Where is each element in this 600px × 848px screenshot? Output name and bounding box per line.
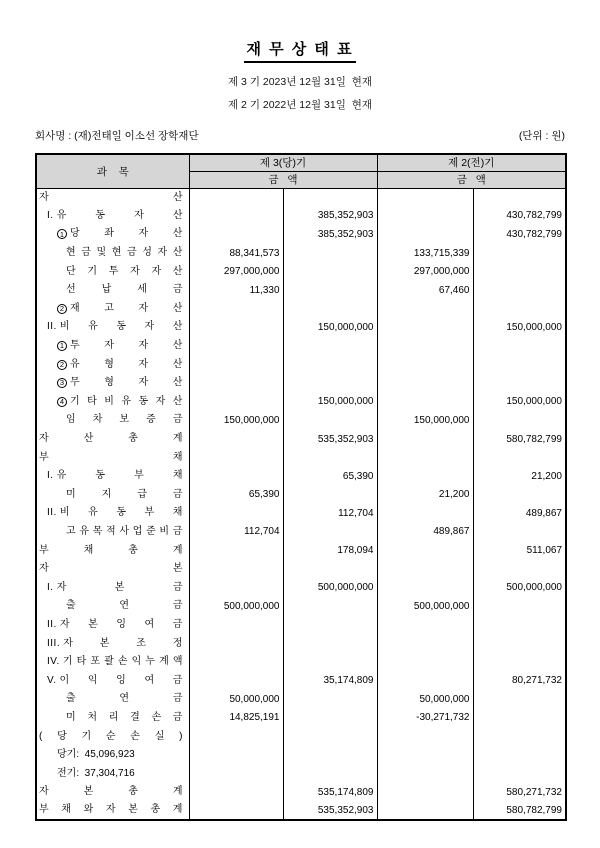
amount-current-detail: 65,390: [189, 486, 283, 505]
account-cell: [36, 318, 189, 337]
account-label: II. 자 본 잉 여 금: [47, 618, 183, 630]
account-label: 자 본: [39, 563, 183, 575]
account-cell: [36, 746, 189, 765]
roman-numeral-prefix: II.: [47, 321, 57, 333]
amount-current-total: [283, 727, 377, 746]
amount-prior-detail: [377, 430, 473, 449]
amount-prior-total: [473, 355, 566, 374]
account-cell: [36, 244, 189, 263]
amount-current-total: [283, 188, 377, 207]
account-label: I. 자 본 금: [47, 581, 183, 593]
table-row: [36, 523, 566, 542]
amount-current-total: 500,000,000: [283, 578, 377, 597]
account-cell: [36, 690, 189, 709]
amount-prior-detail: 297,000,000: [377, 262, 473, 281]
account-label: 부 채 와 자 본 총 계: [39, 804, 183, 816]
amount-current-total: 535,352,903: [283, 430, 377, 449]
account-label: 자 산: [39, 191, 183, 203]
amount-current-detail: [189, 541, 283, 560]
account-label: 출 연 금: [66, 693, 183, 705]
account-cell: [36, 523, 189, 542]
account-cell: [36, 225, 189, 244]
amount-prior-detail: [377, 448, 473, 467]
account-cell: [36, 578, 189, 597]
table-row: [36, 188, 566, 207]
amount-prior-total: [473, 597, 566, 616]
amount-prior-total: [473, 486, 566, 505]
account-label: V. 이 익 잉 여 금: [47, 674, 183, 686]
amount-prior-total: [473, 690, 566, 709]
account-label: 2 재 고 자 산: [37, 304, 189, 314]
amount-current-total: [283, 746, 377, 765]
amount-prior-total: 580,782,799: [473, 430, 566, 449]
account-cell: [36, 337, 189, 356]
circled-number: 2: [57, 304, 67, 314]
roman-numeral-prefix: II.: [47, 507, 57, 519]
column-header-period-current: 제 3(당)기: [189, 154, 377, 171]
amount-current-total: [283, 262, 377, 281]
amount-prior-detail: [377, 225, 473, 244]
table-row: [36, 783, 566, 802]
amount-current-detail: [189, 337, 283, 356]
amount-current-total: 150,000,000: [283, 318, 377, 337]
amount-prior-detail: [377, 541, 473, 560]
amount-current-total: [283, 597, 377, 616]
amount-prior-total: 150,000,000: [473, 393, 566, 412]
table-row: [36, 486, 566, 505]
amount-prior-detail: 489,867: [377, 523, 473, 542]
account-label: 현 금 및 현 금 성 자 산: [66, 247, 183, 259]
amount-prior-total: [473, 281, 566, 300]
circled-number: 2: [57, 360, 67, 370]
amount-prior-detail: 133,715,339: [377, 244, 473, 263]
table-row: [36, 262, 566, 281]
amount-prior-detail: 150,000,000: [377, 411, 473, 430]
amount-prior-total: [473, 616, 566, 635]
account-label: ( 당 기 순 손 실 ): [39, 730, 183, 742]
circled-number: 1: [57, 341, 67, 351]
amount-current-total: [283, 634, 377, 653]
amount-current-detail: [189, 504, 283, 523]
account-label: 전기: 37,304,716: [57, 767, 135, 779]
amount-prior-total: [473, 709, 566, 728]
amount-current-total: [283, 523, 377, 542]
account-label: 2 유 형 자 산: [37, 360, 189, 370]
table-row: [36, 616, 566, 635]
amount-prior-total: [473, 653, 566, 672]
amount-prior-total: [473, 374, 566, 393]
period-line-prior: 제 2 기 2022년 12월 31일 현재: [228, 99, 372, 111]
amount-current-detail: [189, 318, 283, 337]
amount-prior-detail: [377, 653, 473, 672]
account-label: 선 납 세 금: [66, 284, 183, 296]
roman-numeral-prefix: V.: [47, 674, 57, 686]
amount-current-total: 535,352,903: [283, 802, 377, 821]
account-label: 고 유 목 적 사 업 준 비 금: [66, 525, 183, 537]
amount-current-detail: [189, 783, 283, 802]
account-label: 1 당 좌 자 산: [37, 229, 189, 239]
amount-prior-total: 21,200: [473, 467, 566, 486]
amount-prior-total: [473, 244, 566, 263]
header-row-periods: [36, 154, 566, 171]
table-row: [36, 560, 566, 579]
amount-prior-total: 489,867: [473, 504, 566, 523]
amount-prior-total: [473, 727, 566, 746]
amount-prior-total: 500,000,000: [473, 578, 566, 597]
amount-prior-detail: [377, 374, 473, 393]
amount-current-detail: [189, 616, 283, 635]
account-label: 4 기 타 비 유 동 자 산: [37, 397, 189, 407]
account-cell: [36, 671, 189, 690]
amount-prior-detail: [377, 355, 473, 374]
circled-number: 1: [57, 229, 67, 239]
table-row: [36, 690, 566, 709]
table-row: [36, 244, 566, 263]
amount-prior-detail: [377, 783, 473, 802]
amount-current-total: [283, 560, 377, 579]
amount-prior-detail: 500,000,000: [377, 597, 473, 616]
account-cell: [36, 281, 189, 300]
amount-current-total: 112,704: [283, 504, 377, 523]
account-cell: [36, 634, 189, 653]
amount-current-detail: [189, 746, 283, 765]
amount-current-total: [283, 690, 377, 709]
column-header-account: 과 목: [36, 154, 189, 188]
amount-prior-total: [473, 764, 566, 783]
account-label: I. 유 동 자 산: [47, 209, 183, 221]
table-row: [36, 448, 566, 467]
amount-current-detail: [189, 393, 283, 412]
amount-current-detail: [189, 671, 283, 690]
amount-current-detail: [189, 430, 283, 449]
account-cell: [36, 783, 189, 802]
amount-current-detail: 150,000,000: [189, 411, 283, 430]
amount-prior-total: [473, 300, 566, 319]
amount-current-total: 535,174,809: [283, 783, 377, 802]
account-label: I. 유 동 부 채: [47, 470, 183, 482]
amount-current-total: [283, 653, 377, 672]
amount-prior-detail: [377, 802, 473, 821]
table-row: [36, 578, 566, 597]
account-cell: [36, 727, 189, 746]
amount-current-total: [283, 411, 377, 430]
account-label: IV. 기 타 포 괄 손 익 누 계 액: [47, 656, 183, 668]
amount-prior-detail: [377, 764, 473, 783]
amount-current-detail: [189, 560, 283, 579]
table-row: [36, 764, 566, 783]
account-cell: [36, 374, 189, 393]
amount-current-total: [283, 616, 377, 635]
account-label: II. 비 유 동 자 산: [47, 321, 183, 333]
amount-current-detail: 50,000,000: [189, 690, 283, 709]
amount-current-detail: 500,000,000: [189, 597, 283, 616]
roman-numeral-prefix: II.: [47, 618, 57, 630]
account-label: 자 산 총 계: [39, 433, 183, 445]
amount-prior-total: [473, 523, 566, 542]
amount-current-total: 35,174,809: [283, 671, 377, 690]
account-cell: [36, 411, 189, 430]
account-label: II. 비 유 동 부 채: [47, 507, 183, 519]
amount-current-total: [283, 486, 377, 505]
account-cell: [36, 262, 189, 281]
table-row: [36, 727, 566, 746]
account-label: 미 지 급 금: [66, 488, 183, 500]
amount-prior-total: 430,782,799: [473, 207, 566, 226]
balance-sheet-table: [35, 153, 567, 821]
amount-current-detail: [189, 188, 283, 207]
table-row: [36, 393, 566, 412]
amount-current-detail: [189, 653, 283, 672]
amount-current-detail: [189, 207, 283, 226]
account-label: 부 채: [39, 451, 183, 463]
amount-prior-detail: [377, 616, 473, 635]
table-row: [36, 671, 566, 690]
amount-prior-detail: [377, 560, 473, 579]
amount-prior-detail: 67,460: [377, 281, 473, 300]
amount-current-detail: 297,000,000: [189, 262, 283, 281]
page-title: 재 무 상 태 표: [244, 38, 355, 63]
table-row: [36, 746, 566, 765]
amount-prior-total: [473, 746, 566, 765]
period-line-current: 제 3 기 2023년 12월 31일 현재: [228, 76, 372, 88]
amount-prior-detail: [377, 393, 473, 412]
column-header-period-prior: 제 2(전)기: [377, 154, 566, 171]
roman-numeral-prefix: IV.: [47, 656, 60, 668]
account-cell: [36, 616, 189, 635]
account-cell: [36, 300, 189, 319]
amount-current-total: [283, 374, 377, 393]
account-cell: [36, 486, 189, 505]
amount-current-total: 178,094: [283, 541, 377, 560]
column-header-amount-current: 금 액: [189, 171, 377, 188]
account-cell: [36, 709, 189, 728]
amount-current-detail: 14,825,191: [189, 709, 283, 728]
table-row: [36, 281, 566, 300]
amount-prior-detail: [377, 746, 473, 765]
amount-current-detail: [189, 300, 283, 319]
amount-current-total: [283, 300, 377, 319]
amount-prior-detail: -30,271,732: [377, 709, 473, 728]
circled-number: 4: [57, 397, 67, 407]
amount-prior-total: [473, 448, 566, 467]
amount-prior-total: [473, 411, 566, 430]
amount-prior-total: [473, 337, 566, 356]
account-label: 3 무 형 자 산: [37, 378, 189, 388]
amount-current-total: 385,352,903: [283, 225, 377, 244]
amount-prior-detail: [377, 300, 473, 319]
table-row: [36, 709, 566, 728]
amount-current-detail: [189, 578, 283, 597]
table-row: [36, 653, 566, 672]
account-cell: [36, 764, 189, 783]
account-label: 출 연 금: [66, 600, 183, 612]
table-row: [36, 541, 566, 560]
unit-label: (단위 : 원): [518, 130, 565, 142]
table-row: [36, 597, 566, 616]
amount-current-detail: [189, 634, 283, 653]
amount-current-total: [283, 281, 377, 300]
amount-current-total: [283, 709, 377, 728]
account-label: 1 투 자 자 산: [37, 341, 189, 351]
amount-current-total: [283, 355, 377, 374]
amount-prior-total: [473, 560, 566, 579]
amount-current-detail: [189, 727, 283, 746]
circled-number: 3: [57, 378, 67, 388]
amount-prior-detail: [377, 727, 473, 746]
account-cell: [36, 188, 189, 207]
account-label: 자 본 총 계: [39, 786, 183, 798]
table-row: [36, 802, 566, 821]
table-row: [36, 337, 566, 356]
amount-current-detail: [189, 374, 283, 393]
account-cell: [36, 541, 189, 560]
company-name: 회사명 : (재)전태일 이소선 장학재단: [35, 130, 199, 142]
table-row: [36, 207, 566, 226]
amount-prior-total: 430,782,799: [473, 225, 566, 244]
account-label: III. 자 본 조 정: [47, 637, 183, 649]
meta-row: [35, 128, 565, 143]
roman-numeral-prefix: I.: [47, 209, 54, 221]
amount-prior-total: [473, 262, 566, 281]
amount-prior-total: 150,000,000: [473, 318, 566, 337]
account-label: 임 차 보 증 금: [66, 414, 183, 426]
amount-current-total: 150,000,000: [283, 393, 377, 412]
amount-prior-detail: [377, 504, 473, 523]
table-row: [36, 374, 566, 393]
account-label: 당기: 45,096,923: [57, 749, 135, 761]
amount-current-total: [283, 448, 377, 467]
account-cell: [36, 597, 189, 616]
roman-numeral-prefix: I.: [47, 470, 54, 482]
account-cell: [36, 207, 189, 226]
amount-current-detail: 88,341,573: [189, 244, 283, 263]
amount-current-total: 385,352,903: [283, 207, 377, 226]
account-cell: [36, 560, 189, 579]
account-cell: [36, 504, 189, 523]
title-wrap: [0, 38, 600, 63]
amount-prior-total: [473, 188, 566, 207]
account-cell: [36, 802, 189, 821]
account-cell: [36, 467, 189, 486]
amount-prior-detail: [377, 337, 473, 356]
amount-current-detail: [189, 355, 283, 374]
amount-current-detail: [189, 467, 283, 486]
amount-current-total: 65,390: [283, 467, 377, 486]
amount-current-total: [283, 337, 377, 356]
amount-prior-total: 580,271,732: [473, 783, 566, 802]
account-cell: [36, 448, 189, 467]
amount-prior-detail: [377, 671, 473, 690]
column-header-amount-prior: 금 액: [377, 171, 566, 188]
amount-current-detail: 11,330: [189, 281, 283, 300]
table-row: [36, 355, 566, 374]
amount-prior-detail: [377, 634, 473, 653]
account-cell: [36, 653, 189, 672]
amount-current-detail: [189, 448, 283, 467]
amount-prior-detail: 50,000,000: [377, 690, 473, 709]
amount-prior-total: [473, 634, 566, 653]
table-row: [36, 318, 566, 337]
amount-current-total: [283, 764, 377, 783]
amount-current-detail: [189, 225, 283, 244]
amount-prior-total: 580,782,799: [473, 802, 566, 821]
roman-numeral-prefix: I.: [47, 581, 54, 593]
table-row: [36, 411, 566, 430]
table-row: [36, 504, 566, 523]
amount-prior-detail: [377, 318, 473, 337]
account-label: 부 채 총 계: [39, 544, 183, 556]
table-row: [36, 300, 566, 319]
table-row: [36, 467, 566, 486]
amount-prior-detail: [377, 467, 473, 486]
amount-current-total: [283, 244, 377, 263]
account-label: 미 처 리 결 손 금: [66, 711, 183, 723]
amount-prior-detail: [377, 578, 473, 597]
account-label: 단 기 투 자 자 산: [66, 265, 183, 277]
amount-prior-total: 511,067: [473, 541, 566, 560]
table-row: [36, 634, 566, 653]
amount-prior-total: 80,271,732: [473, 671, 566, 690]
table-row: [36, 225, 566, 244]
account-cell: [36, 393, 189, 412]
account-cell: [36, 355, 189, 374]
account-cell: [36, 430, 189, 449]
table-row: [36, 430, 566, 449]
roman-numeral-prefix: III.: [47, 637, 61, 649]
amount-prior-detail: [377, 207, 473, 226]
amount-current-detail: [189, 764, 283, 783]
amount-current-detail: 112,704: [189, 523, 283, 542]
amount-current-detail: [189, 802, 283, 821]
amount-prior-detail: 21,200: [377, 486, 473, 505]
amount-prior-detail: [377, 188, 473, 207]
